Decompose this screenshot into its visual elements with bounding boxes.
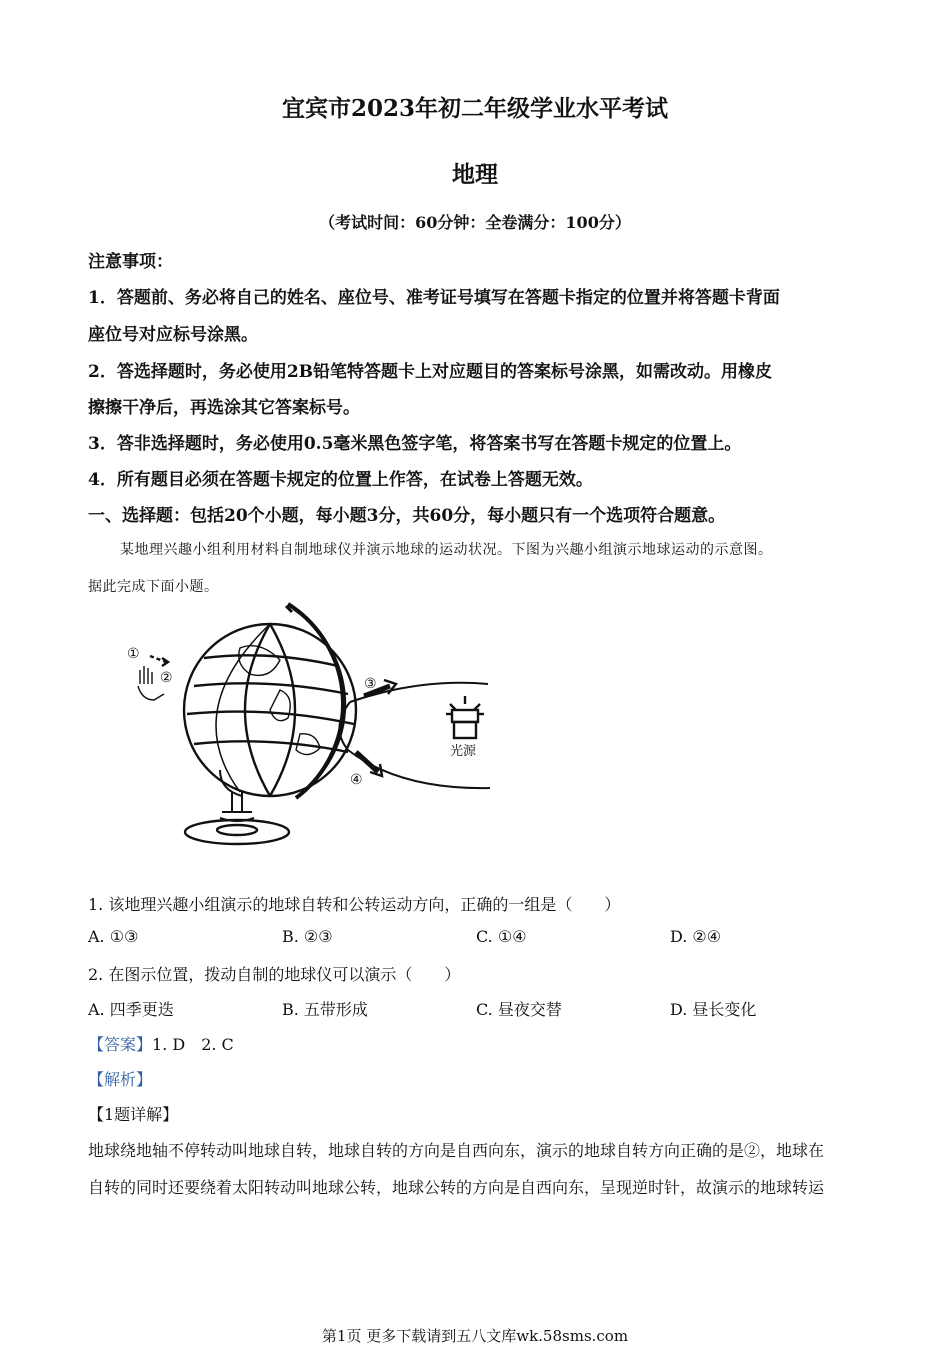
globe-illustration [120, 600, 520, 870]
q2-option-b: B. 五带形成 [282, 1000, 368, 1019]
exam-info: （考试时间：60分钟：全卷满分：100分） [319, 213, 631, 232]
note-line: 2．答选择题时，务必使用2B铅笔特答题卡上对应题目的答案标号涂黑，如需改动。用橡皮 [88, 362, 773, 382]
answer-text: 1. D 2. C [152, 1035, 234, 1054]
notes-heading: 注意事项： [88, 252, 173, 272]
label-2: ② [160, 670, 173, 686]
question-1-stem: 1. 该地理兴趣小组演示的地球自转和公转运动方向，正确的一组是（ ） [88, 895, 621, 914]
q2-option-c: C. 昼夜交替 [476, 1000, 562, 1019]
globe-figure [120, 600, 520, 870]
q1-option-b: B. ②③ [282, 927, 333, 946]
note-line: 擦擦干净后，再选涂其它答案标号。 [88, 398, 360, 418]
section-heading: 一、选择题：包括20个小题，每小题3分，共60分，每小题只有一个选项符合题意。 [88, 506, 726, 526]
detail-tag: 【1题详解】 [88, 1105, 179, 1124]
q2-option-d: D. 昼长变化 [670, 1000, 757, 1019]
note-line: 3．答非选择题时，务必使用0.5毫米黑色签字笔，将答案书写在答题卡规定的位置上。 [88, 434, 742, 454]
detail-line: 地球绕地轴不停转动叫地球自转，地球自转的方向是自西向东，演示的地球自转方向正确的是②，地球在 [88, 1141, 825, 1160]
q1-option-c: C. ①④ [476, 927, 527, 946]
note-line: 4．所有题目必须在答题卡规定的位置上作答，在试卷上答题无效。 [88, 470, 593, 490]
intro-text: 据此完成下面小题。 [88, 579, 219, 595]
label-1: ① [127, 646, 140, 662]
q1-option-a: A. ①③ [88, 927, 139, 946]
page-footer: 第1页 更多下载请到五八文库wk.58sms.com [321, 1327, 629, 1345]
question-2-stem: 2. 在图示位置，拨动自制的地球仪可以演示（ ） [88, 965, 461, 984]
analysis-tag: 【解析】 [88, 1070, 153, 1089]
q2-option-a: A. 四季更迭 [88, 1000, 174, 1019]
intro-text: 某地理兴趣小组利用材料自制地球仪并演示地球的运动状况。下图为兴趣小组演示地球运动的示意图。 [120, 542, 773, 558]
label-4: ④ [350, 772, 363, 788]
detail-line: 自转的同时还要绕着太阳转动叫地球公转，地球公转的方向是自西向东，呈现逆时针，故演示的地球转运 [88, 1178, 825, 1197]
light-source-label: 光源 [450, 744, 477, 759]
q1-option-d: D. ②④ [670, 927, 722, 946]
answer-line [88, 1032, 234, 1055]
answer-tag: 【答案】 [88, 1035, 153, 1054]
subject-title: 地理 [452, 161, 498, 188]
exam-title: 宜宾市2023年初二年级学业水平考试 [281, 95, 668, 122]
note-line: 座位号对应标号涂黑。 [88, 325, 258, 345]
note-line: 1．答题前、务必将自己的姓名、座位号、准考证号填写在答题卡指定的位置并将答题卡背面 [88, 288, 780, 308]
label-3: ③ [364, 676, 377, 692]
